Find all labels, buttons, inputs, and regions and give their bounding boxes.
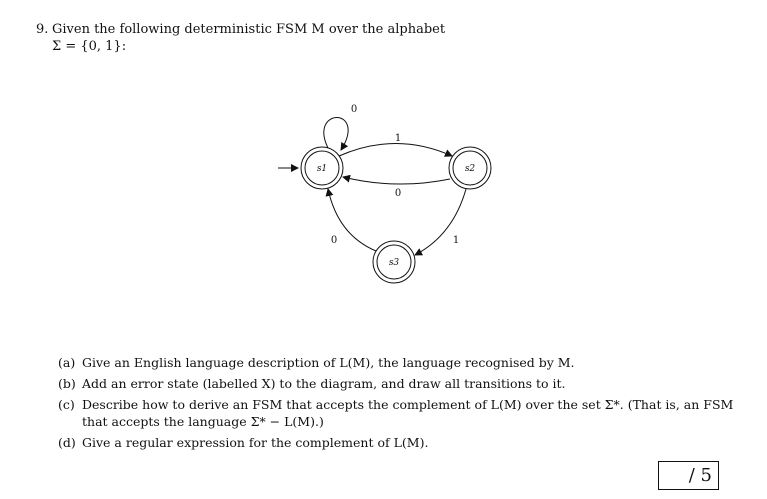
state-s3-label: s3 [388, 258, 400, 268]
transition-s2-s3-label: 1 [452, 235, 460, 246]
transition-s1-s1-label: 0 [350, 104, 358, 115]
part-d-label: (d) [58, 435, 76, 450]
part-a [58, 354, 738, 371]
transition-s2-s1 [343, 177, 450, 184]
question-intro-line [36, 21, 736, 38]
state-s3 [373, 241, 415, 283]
transition-s1-s1 [324, 117, 348, 150]
question-number: 9. [36, 22, 49, 37]
part-a-label: (a) [58, 355, 76, 370]
question-parts [58, 354, 738, 455]
part-b-label: (b) [58, 376, 76, 391]
part-c [58, 396, 738, 430]
question-intro: Given the following deterministic FSM M over the alphabet [52, 22, 446, 37]
transition-s1-s2 [339, 144, 452, 157]
part-a-text: Give an English language description of L(M), the language recognised by M. [82, 355, 575, 370]
alphabet-definition: Σ = {0, 1}: [52, 39, 127, 54]
state-s1-label: s1 [316, 164, 328, 174]
state-s1 [301, 147, 343, 189]
question-header [36, 21, 736, 55]
state-s2-label: s2 [464, 164, 476, 174]
transition-s3-s1-label: 0 [330, 235, 338, 246]
part-d-text: Give a regular expression for the complement of L(M). [82, 435, 429, 450]
part-c-label: (c) [58, 397, 75, 412]
part-b-text: Add an error state (labelled X) to the diagram, and draw all transitions to it. [82, 376, 566, 391]
transition-s1-s2-label: 1 [394, 133, 402, 144]
fsm-diagram [268, 95, 508, 295]
score-box: / 5 [658, 461, 719, 490]
fsm-diagram-svg [268, 95, 508, 295]
state-s2 [449, 147, 491, 189]
part-c-text: Describe how to derive an FSM that accepts the complement of L(M) over the set Σ*. (That is, an FSM that accepts the language Σ* − L(M).) [82, 397, 734, 429]
transition-s2-s1-label: 0 [394, 188, 402, 199]
part-d [58, 434, 738, 451]
part-b [58, 375, 738, 392]
